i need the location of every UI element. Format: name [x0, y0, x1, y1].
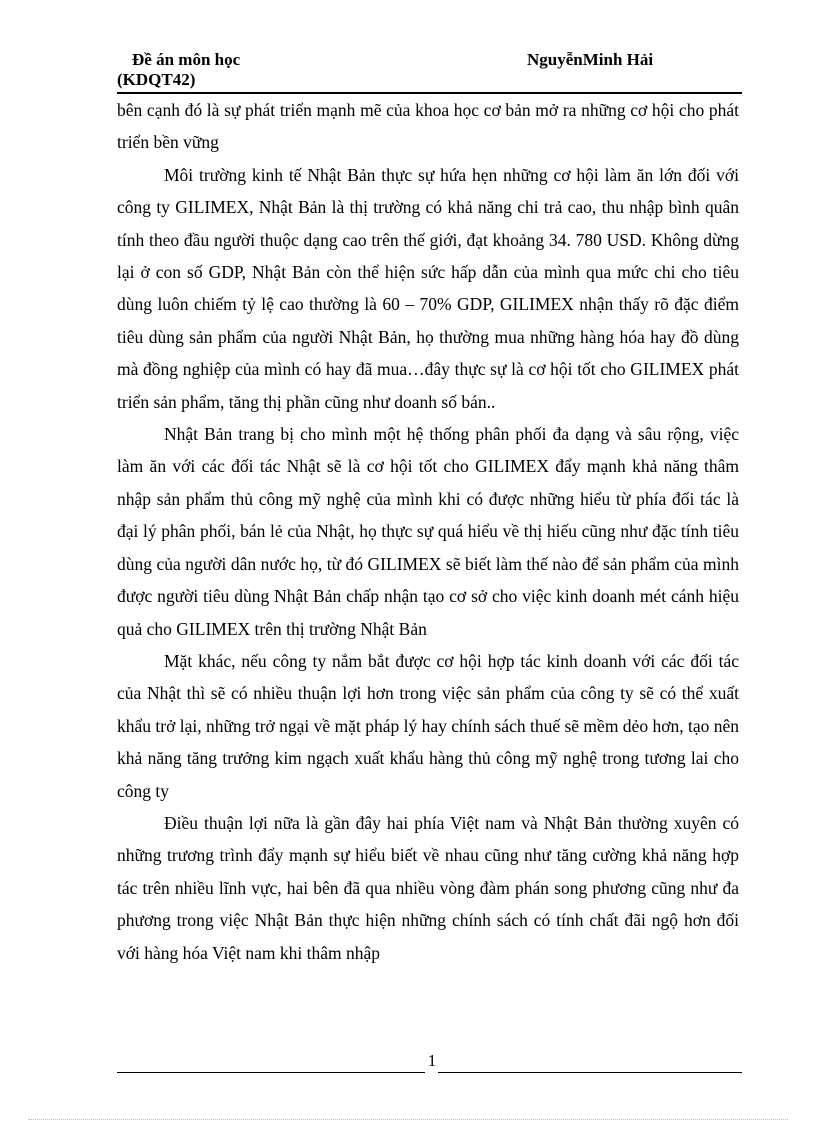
- paragraph-continuation: bên cạnh đó là sự phát triển mạnh mẽ của khoa học cơ bản mở ra những cơ hội cho phát triển bền vững: [117, 100, 739, 153]
- paragraph: Điều thuận lợi nữa là gần đây hai phía Việt nam và Nhật Bản thường xuyên có những trương trình đẩy mạnh sự hiểu biết về nhau cũng như tăng cường khả năng hợp tác trên nhiều lĩnh vực, hai bên đã qua nhiều vòng đàm phán song phương cũng như đa phương trong việc Nhật Bản thực hiện những chính sách có tính chất đãi ngộ hơn đối với hàng hóa Việt nam khi thâm nhập: [117, 812, 739, 963]
- page-header: [117, 50, 742, 95]
- paragraph: Mặt khác, nếu công ty nắm bắt được cơ hội hợp tác kinh doanh với các đối tác của Nhật thì sẽ có nhiều thuận lợi hơn trong việc sản phẩm của công ty sẽ có thể xuất khẩu trở lại, những trở ngại về mặt pháp lý hay chính sách thuế sẽ mềm dẻo hơn, tạo nên khả năng tăng trưởng kim ngạch xuất khẩu hàng thủ công mỹ nghệ trong tương lai cho công ty: [117, 650, 739, 801]
- footer-rule-right: [438, 1072, 742, 1073]
- course-title: Đề án môn học: [132, 50, 241, 69]
- course-code: (KDQT42): [117, 70, 196, 89]
- paragraph: Môi trường kinh tế Nhật Bản thực sự hứa hẹn những cơ hội làm ăn lớn đối với công ty GILIMEX, Nhật Bản là thị trường có khả năng chi trả cao, thu nhập bình quân tính theo đầu người thuộc dạng cao trên thế giới, đạt khoảng 34. 780 USD. Không dừng lại ở con số GDP, Nhật Bản còn thể hiện sức hấp dẫn của mình qua mức chi cho tiêu dùng luôn chiếm tỷ lệ cao thường là 60 – 70% GDP, GILIMEX nhận thấy rõ đặc điểm tiêu dùng sản phẩm của người Nhật Bản, họ thường mua những hàng hóa hay đồ dùng mà đồng nghiệp của mình có hay đã mua…đây thực sự là cơ hội tốt cho GILIMEX phát triển sản phẩm, tăng thị phần cũng như doanh số bán..: [117, 164, 739, 412]
- document-body: [117, 94, 739, 969]
- page-footer: [117, 1050, 742, 1076]
- page-edge-divider: [28, 1119, 788, 1120]
- paragraph: Nhật Bản trang bị cho mình một hệ thống phân phối đa dạng và sâu rộng, việc làm ăn với các đối tác Nhật sẽ là cơ hội tốt cho GILIMEX đẩy mạnh khả năng thâm nhập sản phẩm thủ công mỹ nghệ của mình khi có được những hiểu từ phía đối tác là đại lý phân phối, bán lẻ của Nhật, họ thực sự quá hiểu về thị hiếu cũng như đặc tính tiêu dùng của người dân nước họ, từ đó GILIMEX sẽ biết làm thế nào để sản phẩm của mình được người tiêu dùng Nhật Bản chấp nhận tạo cơ sở cho việc kinh doanh mét cánh hiệu quả cho GILIMEX trên thị trường Nhật Bản: [117, 424, 739, 639]
- page-number: 1: [427, 1051, 437, 1070]
- footer-rule-left: [117, 1072, 425, 1073]
- author-name: NguyễnMinh Hải: [527, 50, 654, 69]
